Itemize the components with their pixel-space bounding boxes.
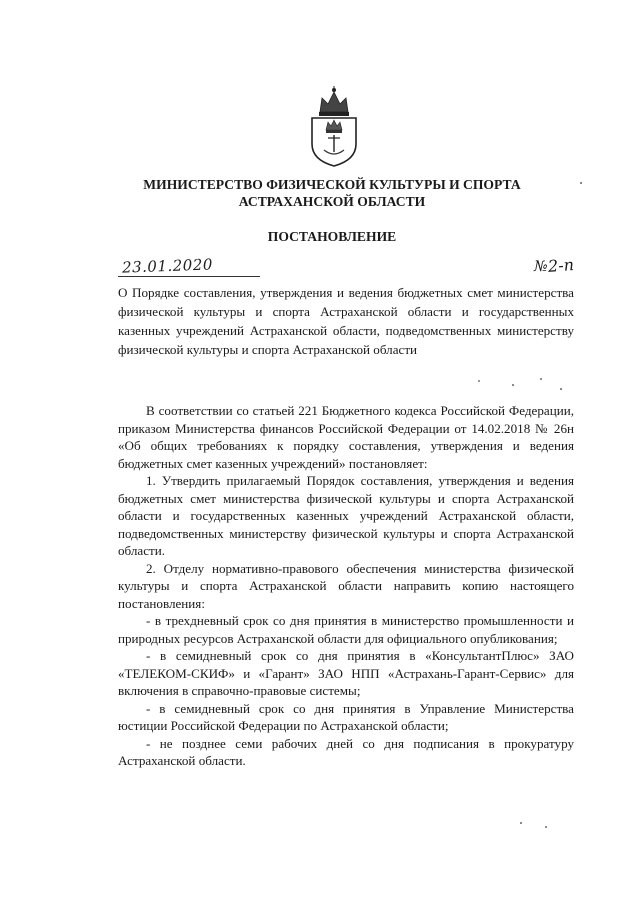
- paragraph-item-2-sub4: - не позднее семи рабочих дней со дня подписания в прокуратуру Астраханской области.: [118, 735, 574, 768]
- paragraph-item-2-sub3: - в семидневный срок со дня принятия в Управление Министерства юстиции Российской Федерации по Астраханской области;: [118, 700, 574, 733]
- number-value: 2-п: [547, 255, 575, 276]
- date-underline: [118, 276, 260, 277]
- paragraph-item-2-sub2: - в семидневный срок со дня принятия в «КонсультантПлюс» ЗАО «ТЕЛЕКОМ-СКИФ» и «Гарант» ЗАО НПП «Астрахань-Гарант-Сервис» для включения в справочно-правовые системы;: [118, 648, 574, 698]
- organization-name-line2: АСТРАХАНСКОЙ ОБЛАСТИ: [238, 194, 426, 209]
- paragraph-item-2-sub1: - в трехдневный срок со дня принятия в министерство промышленности и природных ресурсов Астраханской области для официального опубликования;: [118, 613, 574, 646]
- number-prefix: №: [534, 259, 548, 275]
- document-number: [534, 256, 574, 275]
- scan-speck: [512, 384, 514, 386]
- preamble-paragraph: В соответствии со статьей 221 Бюджетного кодекса Российской Федерации, приказом Министерства финансов Российской Федерации от 14.02.2018 № 26н «Об общих требованиях к порядку составления, утверждения и ведения бюджетных смет казенных учреждений» постановляет:: [118, 403, 574, 471]
- scan-speck: [520, 822, 522, 824]
- document-date: 23.01.2020: [121, 255, 214, 277]
- document-subject: О Порядке составления, утверждения и ведения бюджетных смет министерства физической культуры и спорта Астраханской области и государственных казенных учреждений Астраханской области, подведомственных министерству физической культуры и спорта Астраханской области: [118, 285, 574, 357]
- coat-of-arms-icon: [302, 86, 366, 168]
- document-body: [118, 402, 574, 770]
- scan-speck: [478, 380, 480, 382]
- scan-speck: [545, 826, 547, 828]
- organization-name: [100, 176, 564, 210]
- document-type-heading: ПОСТАНОВЛЕНИЕ: [267, 229, 397, 244]
- organization-name-line1: МИНИСТЕРСТВО ФИЗИЧЕСКОЙ КУЛЬТУРЫ И СПОРТА: [143, 177, 521, 192]
- paragraph-item-1: 1. Утвердить прилагаемый Порядок составления, утверждения и ведения бюджетных смет министерства физической культуры и спорта Астраханской области и государственных казенных учреждений Астраханской области, подведомственных министерству физической культуры и спорта Астраханской области.: [118, 473, 574, 558]
- scan-speck: [540, 378, 542, 380]
- scan-speck: [560, 388, 562, 390]
- scan-speck: [580, 182, 582, 184]
- paragraph-item-2: 2. Отделу нормативно-правового обеспечения министерства физической культуры и спорта Астраханской области направить копию настоящего постановления:: [118, 560, 574, 611]
